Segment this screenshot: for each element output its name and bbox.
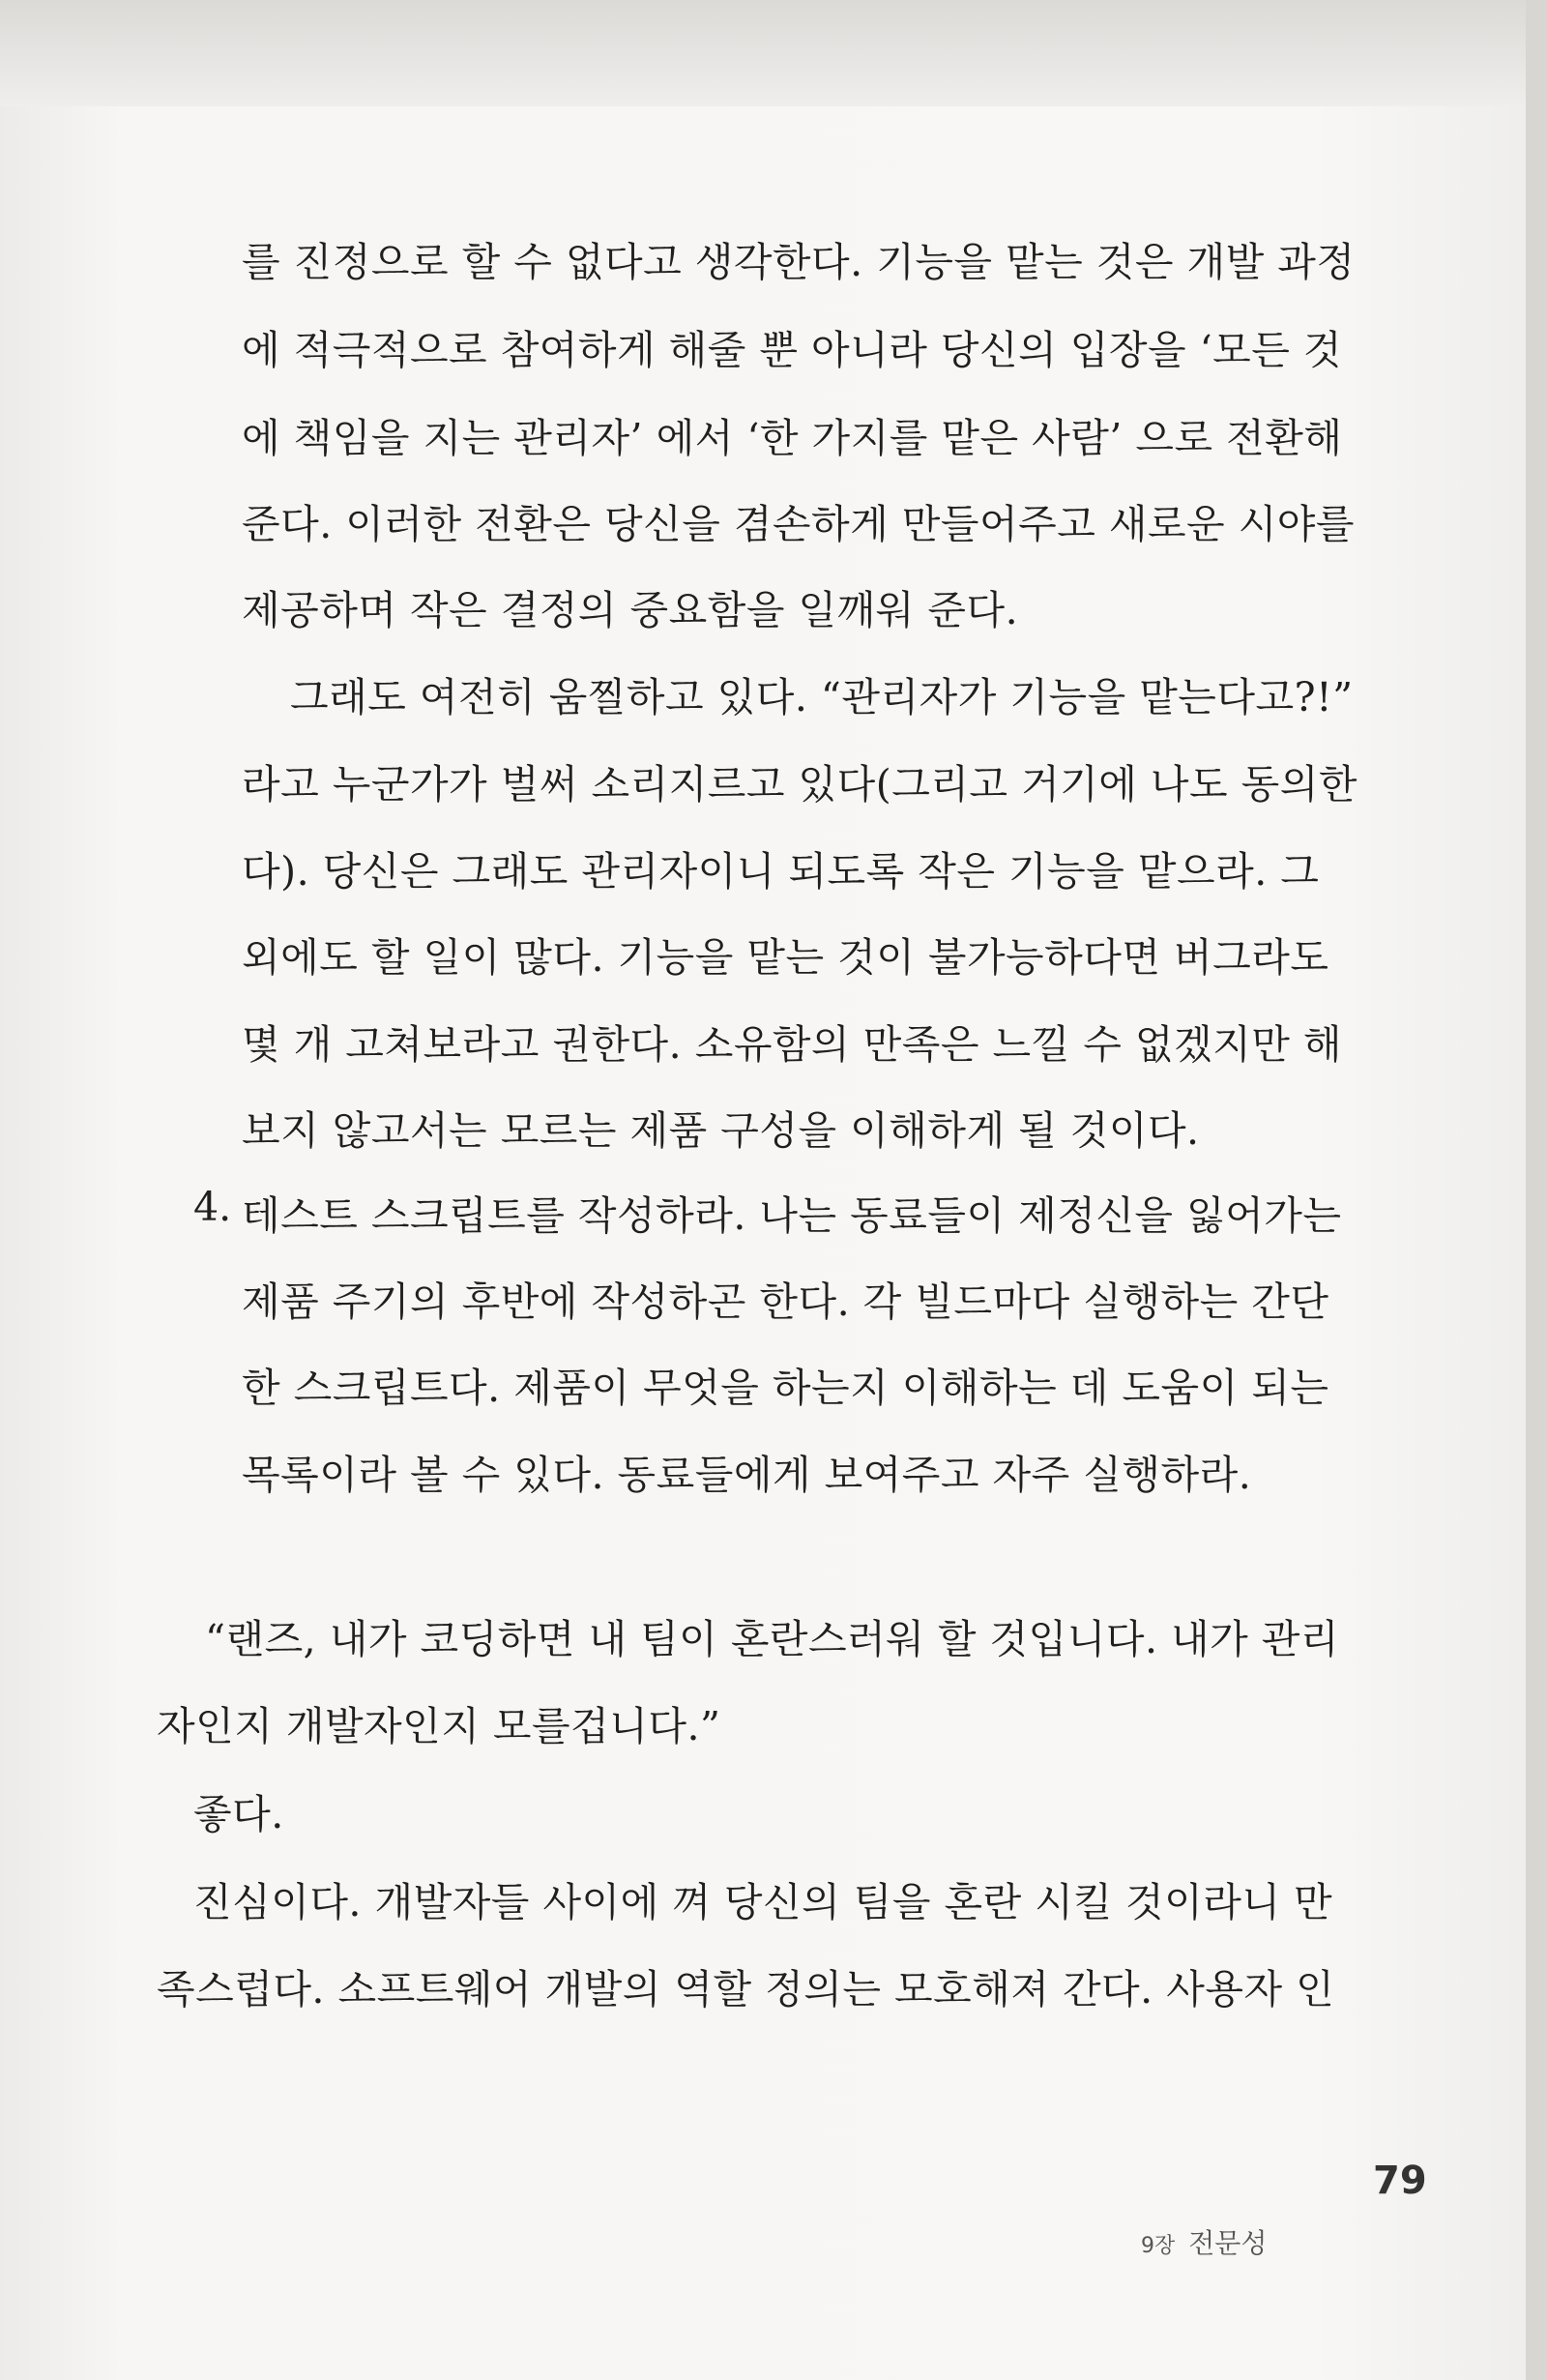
list-number: 4. — [193, 1184, 232, 1230]
text-line: 외에도 할 일이 많다. 기능을 맡는 것이 불가능하다면 버그라도 — [242, 934, 1329, 981]
text-line: 에 책임을 지는 관리자’ 에서 ‘한 가지를 맡은 사람’ 으로 전환해 — [242, 415, 1343, 461]
chapter-number: 9장 — [1141, 2234, 1176, 2258]
list-item-line: 한 스크립트다. 제품이 무엇을 하는지 이해하는 데 도움이 되는 — [242, 1365, 1329, 1411]
text-line: 라고 누군가가 벌써 소리지르고 있다(그리고 거기에 나도 동의한 — [242, 761, 1357, 808]
text-line: 에 적극적으로 참여하게 해줄 뿐 아니라 당신의 입장을 ‘모든 것 — [242, 327, 1342, 373]
text-line: 준다. 이러한 전환은 당신을 겸손하게 만들어주고 새로운 시야를 — [242, 501, 1356, 547]
text-line: 를 진정으로 할 수 없다고 생각한다. 기능을 맡는 것은 개발 과정 — [242, 239, 1356, 285]
text-line: 그래도 여전히 움찔하고 있다. “관리자가 기능을 맡는다고?!” — [290, 674, 1354, 720]
list-item-line: 테스트 스크립트를 작성하라. 나는 동료들이 제정신을 잃어가는 — [242, 1192, 1342, 1239]
text-line: 족스럽다. 소프트웨어 개발의 역할 정의는 모호해져 간다. 사용자 인 — [157, 1966, 1335, 2013]
chapter-footer — [1141, 2222, 1267, 2261]
text-line: 진심이다. 개발자들 사이에 껴 당신의 팀을 혼란 시킬 것이라니 만 — [193, 1879, 1333, 1925]
chapter-title: 전문성 — [1188, 2227, 1268, 2259]
text-line: 좋다. — [193, 1791, 284, 1837]
page-top-shadow — [0, 0, 1547, 106]
quote-line: “랜즈, 내가 코딩하면 내 팀이 혼란스러워 할 것입니다. 내가 관리 — [205, 1616, 1339, 1662]
text-line: 제공하며 작은 결정의 중요함을 일깨워 준다. — [242, 587, 1019, 633]
text-line: 보지 않고서는 모르는 제품 구성을 이해하게 될 것이다. — [242, 1107, 1200, 1154]
text-line: 몇 개 고쳐보라고 권한다. 소유함의 만족은 느낄 수 없겠지만 해 — [242, 1021, 1342, 1068]
quote-line: 자인지 개발자인지 모를겁니다.” — [157, 1703, 721, 1749]
list-item-line: 제품 주기의 후반에 작성하곤 한다. 각 빌드마다 실행하는 간단 — [242, 1278, 1329, 1325]
page-right-edge — [1526, 0, 1547, 2380]
text-line: 다). 당신은 그래도 관리자이니 되도록 작은 기능을 맡으라. 그 — [242, 848, 1320, 895]
page-number: 79 — [1373, 2159, 1427, 2203]
list-item-line: 목록이라 볼 수 있다. 동료들에게 보여주고 자주 실행하라. — [242, 1452, 1252, 1498]
